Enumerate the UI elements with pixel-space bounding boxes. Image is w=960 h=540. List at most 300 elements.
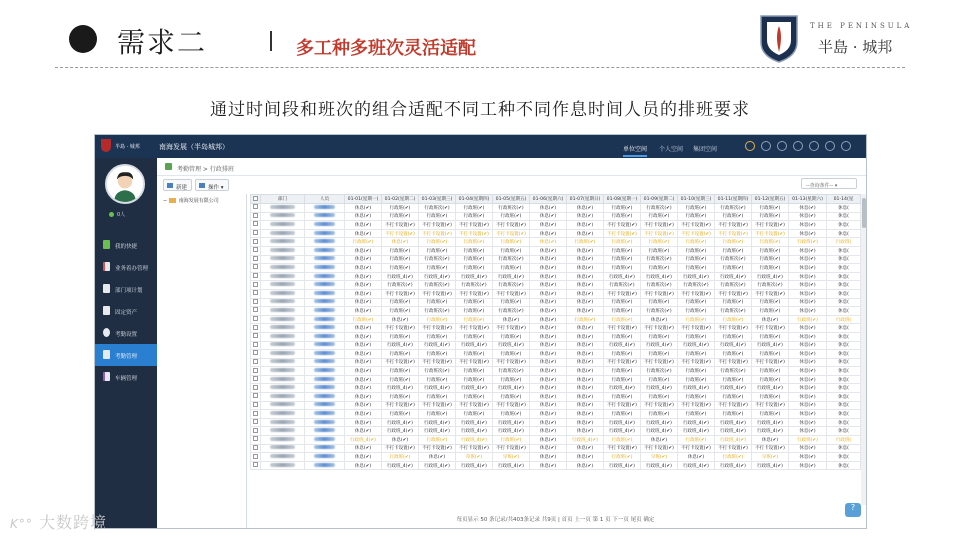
tree-node-root[interactable]: − 南海发展有限公司 bbox=[163, 198, 219, 204]
shift-cell[interactable]: 行政班次(✔) bbox=[641, 255, 678, 264]
shift-cell[interactable]: 行政班_4(✔) bbox=[604, 461, 641, 470]
table-row[interactable] bbox=[251, 350, 861, 359]
shift-cell[interactable]: 行政班(✔) bbox=[641, 246, 678, 255]
shift-cell[interactable]: 休息(✔) bbox=[567, 393, 604, 402]
shift-cell[interactable]: 行政班次(✔) bbox=[752, 281, 789, 290]
shift-cell[interactable]: 行政班_4(✔) bbox=[641, 272, 678, 281]
shift-cell[interactable]: 行政班_4(✔) bbox=[456, 461, 493, 470]
shift-cell[interactable]: 行政班_4(✔) bbox=[382, 427, 419, 436]
row-checkbox[interactable] bbox=[251, 238, 261, 247]
shift-cell[interactable]: 休息( bbox=[827, 298, 861, 307]
shift-cell[interactable]: 休息(✔) bbox=[567, 427, 604, 436]
shift-cell[interactable]: 行政班_4(✔) bbox=[678, 272, 715, 281]
shift-cell[interactable]: 休息(✔) bbox=[789, 307, 827, 316]
table-row[interactable] bbox=[251, 264, 861, 273]
column-header[interactable]: 人员 bbox=[305, 195, 345, 204]
shift-cell[interactable]: 行政班(✔) bbox=[604, 255, 641, 264]
column-header[interactable]: 01-11(星期四) bbox=[715, 195, 752, 204]
shift-cell[interactable]: 休息( bbox=[827, 204, 861, 213]
person-cell-redacted[interactable] bbox=[305, 246, 345, 255]
menu-vehicle-management[interactable]: 车辆管理 bbox=[95, 366, 157, 388]
shift-cell[interactable]: 休息(✔) bbox=[789, 212, 827, 221]
table-row[interactable] bbox=[251, 229, 861, 238]
row-checkbox[interactable] bbox=[251, 264, 261, 273]
menu-attendance-management[interactable]: 考勤管理 bbox=[95, 344, 157, 366]
row-checkbox[interactable] bbox=[251, 281, 261, 290]
shift-cell[interactable]: 休息(✔) bbox=[567, 324, 604, 333]
shift-cell[interactable]: 不打卡设置(✔) bbox=[493, 229, 530, 238]
shift-cell[interactable]: 行政班_4(✔) bbox=[752, 341, 789, 350]
row-checkbox[interactable] bbox=[251, 289, 261, 298]
shift-cell[interactable]: 行政班(✔) bbox=[456, 238, 493, 247]
row-checkbox[interactable] bbox=[251, 255, 261, 264]
shift-cell[interactable]: 行政班_4(✔) bbox=[382, 272, 419, 281]
shift-cell[interactable]: 行政班_4(✔) bbox=[715, 384, 752, 393]
shift-cell[interactable]: 行政班(✔) bbox=[678, 315, 715, 324]
shift-cell[interactable]: 行政班_4(✔) bbox=[456, 418, 493, 427]
shift-cell[interactable]: 行政班(✔) bbox=[493, 298, 530, 307]
shift-cell[interactable]: 行政班_4(✔) bbox=[752, 272, 789, 281]
shift-cell[interactable]: 休息(✔) bbox=[345, 272, 382, 281]
shift-cell[interactable]: 行政班(✔) bbox=[641, 264, 678, 273]
shift-cell[interactable]: 行政班_4(✔) bbox=[382, 461, 419, 470]
shift-cell[interactable]: 行政班(✔) bbox=[678, 255, 715, 264]
shift-cell[interactable]: 不打卡设置(✔) bbox=[456, 221, 493, 230]
tab-group-space[interactable]: 集团空间 bbox=[693, 146, 718, 153]
column-header[interactable]: 01-07(星期日) bbox=[567, 195, 604, 204]
shift-cell[interactable]: 行政班(✔) bbox=[456, 255, 493, 264]
shift-cell[interactable]: 早班(✔) bbox=[752, 453, 789, 462]
shift-cell[interactable]: 不打卡设置(✔) bbox=[419, 229, 456, 238]
shift-cell[interactable]: 行政班(✔) bbox=[493, 393, 530, 402]
shift-cell[interactable]: 不打卡设置(✔) bbox=[715, 324, 752, 333]
shift-cell[interactable]: 休息(✔) bbox=[345, 350, 382, 359]
home-icon[interactable] bbox=[165, 163, 172, 170]
shift-cell[interactable]: 休息(✔) bbox=[567, 212, 604, 221]
shift-cell[interactable]: 行政班(✔) bbox=[678, 375, 715, 384]
shift-cell[interactable]: 休息(✔) bbox=[345, 204, 382, 213]
shift-cell[interactable]: 不打卡设置(✔) bbox=[493, 358, 530, 367]
shift-cell[interactable]: 休息(✔) bbox=[789, 229, 827, 238]
person-cell-redacted[interactable] bbox=[305, 341, 345, 350]
shift-cell[interactable]: 行政班(✔) bbox=[456, 315, 493, 324]
shift-cell[interactable]: 休息(✔) bbox=[789, 367, 827, 376]
shift-cell[interactable]: 行政班(✔) bbox=[382, 410, 419, 419]
shift-cell[interactable]: 行政班_4(✔) bbox=[678, 384, 715, 393]
shift-cell[interactable]: 休息( bbox=[827, 401, 861, 410]
column-header[interactable]: 01-03(星期三) bbox=[419, 195, 456, 204]
shift-cell[interactable]: 休息( bbox=[827, 350, 861, 359]
shift-cell[interactable]: 休息(✔) bbox=[567, 384, 604, 393]
shift-cell[interactable]: 行政班(✔) bbox=[493, 212, 530, 221]
shift-cell[interactable]: 休息(✔) bbox=[567, 246, 604, 255]
shift-cell[interactable]: 行政班(✔) bbox=[789, 315, 827, 324]
row-checkbox[interactable] bbox=[251, 298, 261, 307]
row-checkbox[interactable] bbox=[251, 332, 261, 341]
shift-cell[interactable]: 不打卡设置(✔) bbox=[604, 221, 641, 230]
shift-cell[interactable]: 行政班(✔) bbox=[456, 367, 493, 376]
row-checkbox[interactable] bbox=[251, 315, 261, 324]
shift-cell[interactable]: 不打卡设置(✔) bbox=[604, 289, 641, 298]
shift-cell[interactable]: 行政班(✔) bbox=[604, 436, 641, 445]
shift-cell[interactable]: 行政班(✔) bbox=[752, 375, 789, 384]
shift-cell[interactable]: 不打卡设置(✔) bbox=[641, 221, 678, 230]
calendar-icon[interactable] bbox=[793, 141, 803, 151]
shift-cell[interactable]: 不打卡设置(✔) bbox=[752, 289, 789, 298]
power-icon[interactable] bbox=[841, 141, 851, 151]
shift-cell[interactable]: 休息(✔) bbox=[789, 427, 827, 436]
shift-cell[interactable]: 行政班(✔) bbox=[493, 238, 530, 247]
shift-cell[interactable]: 行政班(✔) bbox=[678, 246, 715, 255]
shift-cell[interactable]: 不打卡设置(✔) bbox=[456, 229, 493, 238]
shift-cell[interactable]: 行政班_4(✔) bbox=[493, 272, 530, 281]
shift-cell[interactable]: 休息(✔) bbox=[530, 358, 567, 367]
person-cell-redacted[interactable] bbox=[305, 375, 345, 384]
shift-cell[interactable]: 行政班(✔) bbox=[419, 410, 456, 419]
shift-cell[interactable]: 休息(✔) bbox=[530, 229, 567, 238]
shift-cell[interactable]: 休息( bbox=[827, 229, 861, 238]
shift-cell[interactable]: 休息(✔) bbox=[789, 204, 827, 213]
shift-cell[interactable]: 行政班次(✔) bbox=[456, 281, 493, 290]
shift-cell[interactable]: 行政班次(✔) bbox=[715, 204, 752, 213]
table-row[interactable] bbox=[251, 453, 861, 462]
scrollbar-thumb[interactable] bbox=[862, 198, 866, 228]
shift-cell[interactable]: 行政班次(✔) bbox=[715, 367, 752, 376]
shift-cell[interactable]: 行政班(✔) bbox=[419, 436, 456, 445]
shift-cell[interactable]: 行政班(✔) bbox=[641, 375, 678, 384]
shift-cell[interactable]: 行政班(✔) bbox=[419, 375, 456, 384]
column-header[interactable]: 01-13(星期六) bbox=[789, 195, 827, 204]
menu-attendance-settings[interactable]: 考勤设置 bbox=[95, 322, 157, 344]
shift-cell[interactable]: 休息( bbox=[827, 264, 861, 273]
menu-business[interactable]: 业务着办管理 bbox=[95, 256, 157, 278]
shift-cell[interactable]: 休息(✔) bbox=[345, 444, 382, 453]
shift-cell[interactable]: 休息(✔) bbox=[382, 315, 419, 324]
row-checkbox[interactable] bbox=[251, 453, 261, 462]
shift-cell[interactable]: 休息(✔) bbox=[789, 350, 827, 359]
column-header[interactable]: 01-08(星期一) bbox=[604, 195, 641, 204]
row-checkbox[interactable] bbox=[251, 229, 261, 238]
shift-cell[interactable]: 行政班(✔) bbox=[678, 212, 715, 221]
shift-cell[interactable]: 行政班_4(✔) bbox=[419, 461, 456, 470]
shift-cell[interactable]: 行政班(✔) bbox=[641, 212, 678, 221]
shift-cell[interactable]: 行政班(✔) bbox=[419, 393, 456, 402]
shift-cell[interactable]: 休息(✔) bbox=[530, 272, 567, 281]
shift-cell[interactable]: 休息(✔) bbox=[789, 221, 827, 230]
shift-cell[interactable]: 休息(✔) bbox=[345, 427, 382, 436]
shift-cell[interactable]: 休息(✔) bbox=[567, 281, 604, 290]
shift-cell[interactable]: 不打卡设置(✔) bbox=[493, 289, 530, 298]
shift-cell[interactable]: 行政班_4(✔) bbox=[604, 341, 641, 350]
shift-cell[interactable]: 行政班(✔) bbox=[678, 436, 715, 445]
table-row[interactable] bbox=[251, 427, 861, 436]
shift-cell[interactable]: 不打卡设置(✔) bbox=[678, 324, 715, 333]
row-checkbox[interactable] bbox=[251, 341, 261, 350]
shift-cell[interactable]: 休息( bbox=[827, 289, 861, 298]
person-cell-redacted[interactable] bbox=[305, 272, 345, 281]
table-row[interactable] bbox=[251, 324, 861, 333]
shift-cell[interactable]: 行政班(✔) bbox=[382, 375, 419, 384]
shift-cell[interactable]: 行政班次(✔) bbox=[419, 204, 456, 213]
shift-cell[interactable]: 行政班_4(✔) bbox=[678, 418, 715, 427]
shift-cell[interactable]: 不打卡设置(✔) bbox=[678, 358, 715, 367]
shift-cell[interactable]: 行政班(✔) bbox=[752, 332, 789, 341]
menu-fixed-assets[interactable]: 固定资产 bbox=[95, 300, 157, 322]
row-checkbox[interactable] bbox=[251, 212, 261, 221]
row-checkbox[interactable] bbox=[251, 375, 261, 384]
person-cell-redacted[interactable] bbox=[305, 367, 345, 376]
shift-cell[interactable]: 休息(✔) bbox=[345, 221, 382, 230]
person-cell-redacted[interactable] bbox=[305, 238, 345, 247]
table-row[interactable] bbox=[251, 255, 861, 264]
shift-cell[interactable]: 不打卡设置(✔) bbox=[678, 289, 715, 298]
shift-cell[interactable]: 休息(✔) bbox=[789, 418, 827, 427]
shift-cell[interactable]: 不打卡设置(✔) bbox=[604, 324, 641, 333]
shift-cell[interactable]: 行政班_4(✔) bbox=[715, 418, 752, 427]
shift-cell[interactable]: 行政班(✔) bbox=[382, 350, 419, 359]
shift-cell[interactable]: 行政班(✔) bbox=[715, 393, 752, 402]
shift-cell[interactable]: 休息(✔) bbox=[530, 401, 567, 410]
shift-cell[interactable]: 不打卡设置(✔) bbox=[604, 401, 641, 410]
row-checkbox[interactable] bbox=[251, 204, 261, 213]
shift-cell[interactable]: 行政班_4(✔) bbox=[456, 341, 493, 350]
column-header[interactable]: 部门 bbox=[261, 195, 305, 204]
shift-cell[interactable]: 行政班(✔) bbox=[493, 350, 530, 359]
shift-cell[interactable]: 休息(✔) bbox=[530, 341, 567, 350]
shift-cell[interactable]: 休息(✔) bbox=[530, 238, 567, 247]
table-row[interactable] bbox=[251, 384, 861, 393]
shift-cell[interactable]: 休息(✔) bbox=[345, 401, 382, 410]
shift-cell[interactable]: 休息(✔) bbox=[567, 401, 604, 410]
shift-cell[interactable]: 休息( bbox=[827, 410, 861, 419]
shift-cell[interactable]: 休息(✔) bbox=[345, 281, 382, 290]
table-row[interactable] bbox=[251, 315, 861, 324]
shift-cell[interactable]: 休息(✔) bbox=[567, 298, 604, 307]
shift-cell[interactable]: 行政班(✔) bbox=[678, 367, 715, 376]
shift-cell[interactable]: 行政班_4(✔) bbox=[419, 384, 456, 393]
shift-cell[interactable]: 行政班(✔) bbox=[456, 410, 493, 419]
shift-cell[interactable]: 行政班(✔) bbox=[752, 238, 789, 247]
column-header[interactable]: 01-10(星期三) bbox=[678, 195, 715, 204]
shift-cell[interactable]: 不打卡设置(✔) bbox=[419, 401, 456, 410]
table-row[interactable] bbox=[251, 289, 861, 298]
row-checkbox[interactable] bbox=[251, 367, 261, 376]
shift-cell[interactable]: 行政班(✔) bbox=[789, 436, 827, 445]
person-cell-redacted[interactable] bbox=[305, 358, 345, 367]
shift-cell[interactable]: 不打卡设置(✔) bbox=[382, 229, 419, 238]
shift-cell[interactable]: 休息(✔) bbox=[567, 461, 604, 470]
row-checkbox[interactable] bbox=[251, 461, 261, 470]
row-checkbox[interactable] bbox=[251, 410, 261, 419]
shift-cell[interactable]: 休息(✔) bbox=[567, 418, 604, 427]
table-row[interactable] bbox=[251, 238, 861, 247]
shift-cell[interactable]: 休息(✔) bbox=[567, 375, 604, 384]
shift-cell[interactable]: 休息(✔) bbox=[345, 324, 382, 333]
shift-cell[interactable]: 休息(✔) bbox=[345, 367, 382, 376]
shift-cell[interactable]: 休息(✔) bbox=[345, 384, 382, 393]
table-row[interactable] bbox=[251, 461, 861, 470]
shift-cell[interactable]: 休息(✔) bbox=[789, 332, 827, 341]
column-header[interactable]: 01-01(星期一) bbox=[345, 195, 382, 204]
shift-cell[interactable]: 休息(✔) bbox=[789, 298, 827, 307]
shift-cell[interactable]: 行政班_4(✔) bbox=[604, 384, 641, 393]
shift-cell[interactable]: 行政班(✔) bbox=[678, 307, 715, 316]
shift-cell[interactable]: 不打卡设置(✔) bbox=[493, 444, 530, 453]
shift-cell[interactable]: 休息(✔) bbox=[530, 427, 567, 436]
shift-cell[interactable]: 行政班(✔) bbox=[419, 246, 456, 255]
shift-cell[interactable]: 行政班_4(✔) bbox=[419, 341, 456, 350]
shift-cell[interactable]: 休息(✔) bbox=[789, 281, 827, 290]
shift-cell[interactable]: 行政班(✔) bbox=[752, 410, 789, 419]
shift-cell[interactable]: 行政班次(✔) bbox=[641, 307, 678, 316]
shift-cell[interactable]: 行政班(✔) bbox=[419, 212, 456, 221]
shift-cell[interactable]: 行政班(✔) bbox=[752, 264, 789, 273]
table-row[interactable] bbox=[251, 436, 861, 445]
shift-cell[interactable]: 休息(✔) bbox=[567, 444, 604, 453]
shift-cell[interactable]: 休息(✔) bbox=[419, 453, 456, 462]
shift-cell[interactable]: 行政班_4(✔) bbox=[382, 341, 419, 350]
shift-cell[interactable]: 休息(✔) bbox=[345, 453, 382, 462]
shift-cell[interactable]: 行政班(✔) bbox=[678, 350, 715, 359]
shift-cell[interactable]: 早班(✔) bbox=[641, 453, 678, 462]
shift-cell[interactable]: 行政班(✔) bbox=[752, 307, 789, 316]
person-cell-redacted[interactable] bbox=[305, 204, 345, 213]
shift-cell[interactable]: 不打卡设置(✔) bbox=[641, 289, 678, 298]
shift-cell[interactable]: 行政班(✔) bbox=[715, 410, 752, 419]
shift-cell[interactable]: 不打卡设置(✔) bbox=[493, 221, 530, 230]
shift-cell[interactable]: 休息(✔) bbox=[530, 246, 567, 255]
shift-cell[interactable]: 行政班_4(✔) bbox=[493, 427, 530, 436]
shift-cell[interactable]: 休息( bbox=[827, 332, 861, 341]
tab-unit-space[interactable]: 单位空间 bbox=[623, 144, 647, 157]
shift-cell[interactable]: 行政班(✔) bbox=[419, 264, 456, 273]
shift-cell[interactable]: 休息(✔) bbox=[567, 264, 604, 273]
shift-cell[interactable]: 不打卡设置(✔) bbox=[641, 444, 678, 453]
column-header[interactable]: 01-12(星期五) bbox=[752, 195, 789, 204]
shift-cell[interactable]: 行政班(✔) bbox=[456, 375, 493, 384]
shift-cell[interactable]: 行政班_4(✔) bbox=[715, 427, 752, 436]
shift-cell[interactable]: 行政班(✔) bbox=[604, 315, 641, 324]
shift-cell[interactable]: 休息(✔) bbox=[789, 461, 827, 470]
shift-cell[interactable]: 草班(✔) bbox=[456, 453, 493, 462]
person-cell-redacted[interactable] bbox=[305, 453, 345, 462]
shift-cell[interactable]: 休息(✔) bbox=[567, 350, 604, 359]
shift-cell[interactable]: 休息(✔) bbox=[345, 410, 382, 419]
shift-cell[interactable]: 休息(✔) bbox=[345, 298, 382, 307]
shift-cell[interactable]: 休息( bbox=[827, 453, 861, 462]
row-checkbox[interactable] bbox=[251, 384, 261, 393]
shift-cell[interactable]: 休息(✔) bbox=[789, 453, 827, 462]
person-cell-redacted[interactable] bbox=[305, 332, 345, 341]
pagination[interactable]: 每页显示 50 条记录/共403条记录 共9页 | 首页 上一页 第 1 页 下一页 尾页 确定 bbox=[456, 517, 655, 523]
shift-cell[interactable]: 休息( bbox=[827, 307, 861, 316]
shift-cell[interactable]: 行政班(✔) bbox=[715, 375, 752, 384]
shift-cell[interactable]: 行政班(✔) bbox=[678, 264, 715, 273]
shift-cell[interactable]: 行政班_4(✔) bbox=[493, 418, 530, 427]
shift-cell[interactable]: 行政班(✔) bbox=[789, 238, 827, 247]
table-row[interactable] bbox=[251, 393, 861, 402]
shift-cell[interactable]: 休息( bbox=[827, 246, 861, 255]
shift-cell[interactable]: 休息( bbox=[827, 324, 861, 333]
shift-cell[interactable]: 行政班_4(✔) bbox=[604, 427, 641, 436]
shift-cell[interactable]: 行政班(✔) bbox=[604, 204, 641, 213]
shift-cell[interactable]: 行政班次(✔) bbox=[493, 367, 530, 376]
shift-cell[interactable]: 不打卡设置(✔) bbox=[419, 444, 456, 453]
table-row[interactable] bbox=[251, 246, 861, 255]
shift-cell[interactable]: 行政班_4(✔) bbox=[419, 272, 456, 281]
shift-cell[interactable]: 休息( bbox=[827, 341, 861, 350]
shift-cell[interactable]: 行政班次(✔) bbox=[419, 281, 456, 290]
column-header[interactable]: 01-04(星期四) bbox=[456, 195, 493, 204]
person-cell-redacted[interactable] bbox=[305, 281, 345, 290]
shift-cell[interactable]: 行政班(✔) bbox=[715, 238, 752, 247]
shift-cell[interactable]: 休息(✔) bbox=[530, 436, 567, 445]
shift-cell[interactable]: 行政班(✔) bbox=[456, 264, 493, 273]
shift-cell[interactable]: 行政班_4(✔) bbox=[715, 272, 752, 281]
row-checkbox[interactable] bbox=[251, 272, 261, 281]
shift-cell[interactable]: 不打卡设置(✔) bbox=[419, 324, 456, 333]
shift-cell[interactable]: 休息(✔) bbox=[345, 307, 382, 316]
row-checkbox[interactable] bbox=[251, 436, 261, 445]
shift-cell[interactable]: 休息( bbox=[827, 358, 861, 367]
shift-cell[interactable]: 休息(✔) bbox=[567, 272, 604, 281]
person-cell-redacted[interactable] bbox=[305, 410, 345, 419]
shift-cell[interactable]: 休息(✔) bbox=[567, 332, 604, 341]
column-header[interactable]: 01-06(星期六) bbox=[530, 195, 567, 204]
shift-cell[interactable]: 休息(✔) bbox=[789, 264, 827, 273]
shift-cell[interactable]: 不打卡设置(✔) bbox=[604, 358, 641, 367]
shift-cell[interactable]: 行政班(✔) bbox=[382, 204, 419, 213]
shift-cell[interactable]: 行政班(✔) bbox=[752, 350, 789, 359]
shift-cell[interactable]: 行政班(✔) bbox=[567, 315, 604, 324]
shift-cell[interactable]: 行政班(✔) bbox=[752, 298, 789, 307]
shift-cell[interactable]: 行政班_4(✔) bbox=[715, 461, 752, 470]
shift-cell[interactable]: 休息(✔) bbox=[789, 324, 827, 333]
shift-cell[interactable]: 休息(✔) bbox=[567, 307, 604, 316]
shift-cell[interactable]: 休息(✔) bbox=[530, 221, 567, 230]
shift-cell[interactable]: 不打卡设置(✔) bbox=[678, 401, 715, 410]
shift-cell[interactable]: 行政班(✔) bbox=[752, 246, 789, 255]
shift-cell[interactable]: 行政班_4(✔) bbox=[752, 461, 789, 470]
table-row[interactable] bbox=[251, 444, 861, 453]
shift-cell[interactable]: 不打卡设置(✔) bbox=[456, 401, 493, 410]
shift-cell[interactable]: 行政班(✔) bbox=[382, 393, 419, 402]
person-cell-redacted[interactable] bbox=[305, 229, 345, 238]
shift-cell[interactable]: 行政班(✔) bbox=[678, 332, 715, 341]
shift-cell[interactable]: 行政班_4(✔) bbox=[641, 418, 678, 427]
table-row[interactable] bbox=[251, 341, 861, 350]
shift-cell[interactable]: 休息(✔) bbox=[789, 410, 827, 419]
shift-cell[interactable]: 休息(✔) bbox=[530, 453, 567, 462]
shift-cell[interactable]: 行政班( bbox=[827, 436, 861, 445]
shift-cell[interactable]: 行政班次(✔) bbox=[604, 281, 641, 290]
shift-cell[interactable]: 休息( bbox=[827, 418, 861, 427]
shift-cell[interactable]: 行政班_4(✔) bbox=[493, 341, 530, 350]
shift-cell[interactable]: 行政班(✔) bbox=[715, 298, 752, 307]
shift-cell[interactable]: 休息(✔) bbox=[382, 238, 419, 247]
shift-cell[interactable]: 休息(✔) bbox=[752, 436, 789, 445]
shift-cell[interactable]: 休息(✔) bbox=[530, 281, 567, 290]
shift-cell[interactable]: 行政班(✔) bbox=[604, 367, 641, 376]
table-row[interactable] bbox=[251, 204, 861, 213]
shift-cell[interactable]: 休息(✔) bbox=[530, 367, 567, 376]
shift-cell[interactable]: 行政班次(✔) bbox=[641, 367, 678, 376]
shift-cell[interactable]: 行政班(✔) bbox=[382, 367, 419, 376]
shift-cell[interactable]: 不打卡设置(✔) bbox=[456, 289, 493, 298]
shift-cell[interactable]: 行政班次(✔) bbox=[493, 281, 530, 290]
row-checkbox[interactable] bbox=[251, 401, 261, 410]
shift-cell[interactable]: 行政班(✔) bbox=[419, 238, 456, 247]
